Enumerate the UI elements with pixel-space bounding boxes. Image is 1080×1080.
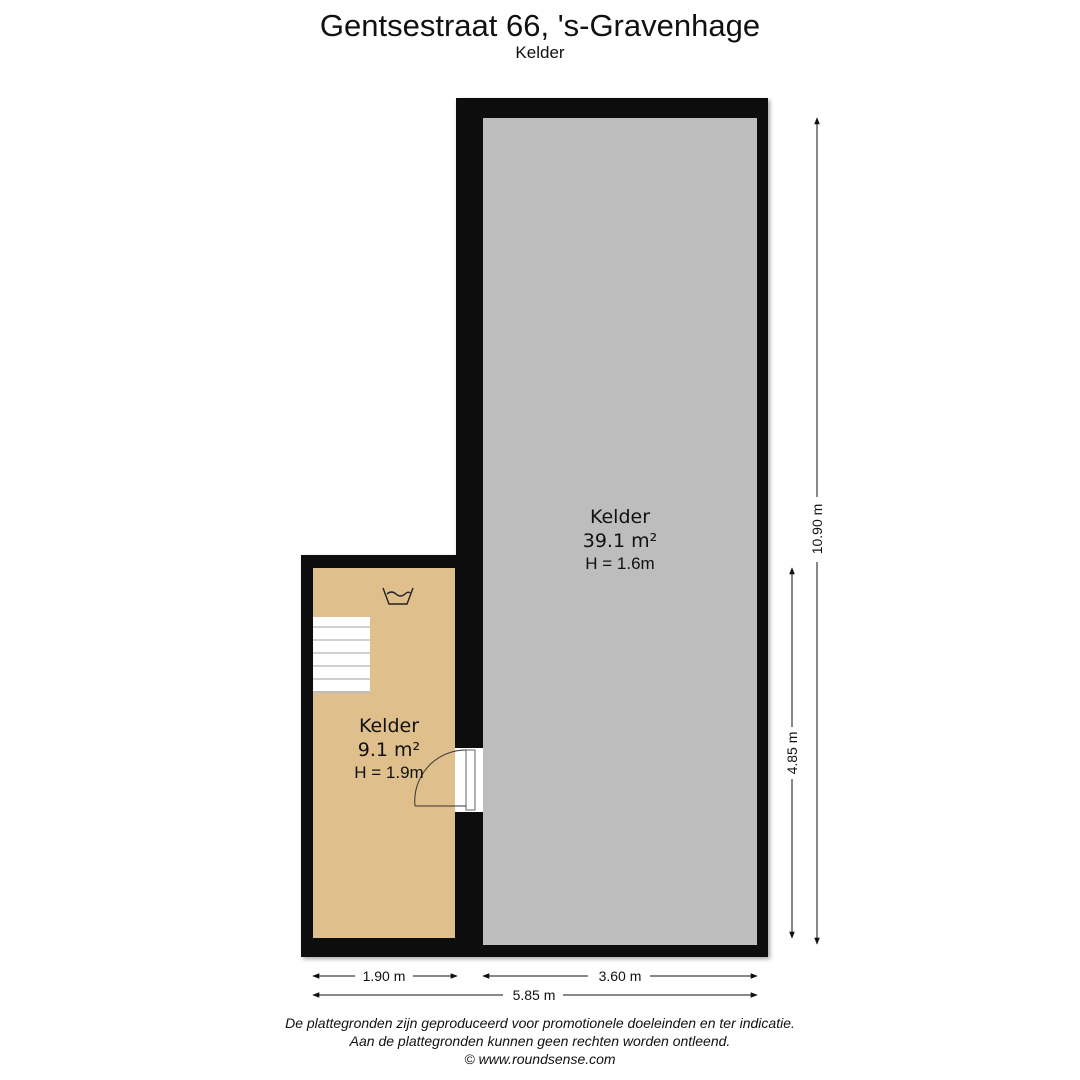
copyright-line: © www.roundsense.com [464,1051,616,1067]
disclaimer-line-2: Aan de plattegronden kunnen geen rechten worden ontleend. [349,1033,731,1049]
svg-text:1.90 m: 1.90 m [362,968,406,984]
room-height-small: H = 1.9m [354,763,424,782]
room-name-small: Kelder [358,715,420,737]
dimension-left-width [313,968,457,984]
dimension-total-width [313,987,757,1003]
stairs-icon [313,617,370,693]
room-name-large: Kelder [589,506,651,528]
room-height-large: H = 1.6m [585,554,655,573]
dimension-right-width [483,968,757,984]
floor-subtitle: Kelder [515,43,565,62]
svg-text:5.85 m: 5.85 m [512,987,556,1003]
svg-text:3.60 m: 3.60 m [598,968,642,984]
dimension-partial-height [784,568,800,938]
room-area-large: 39.1 m² [582,530,658,552]
disclaimer-line-1: De plattegronden zijn geproduceerd voor promotionele doeleinden en ter indicatie. [285,1015,795,1031]
svg-text:4.85 m: 4.85 m [784,731,800,775]
page-title: Gentsestraat 66, 's-Gravenhage [319,8,761,43]
room-area-small: 9.1 m² [357,739,421,761]
door-frame [466,750,475,810]
dimension-total-height [809,118,825,944]
svg-text:10.90 m: 10.90 m [809,503,825,555]
